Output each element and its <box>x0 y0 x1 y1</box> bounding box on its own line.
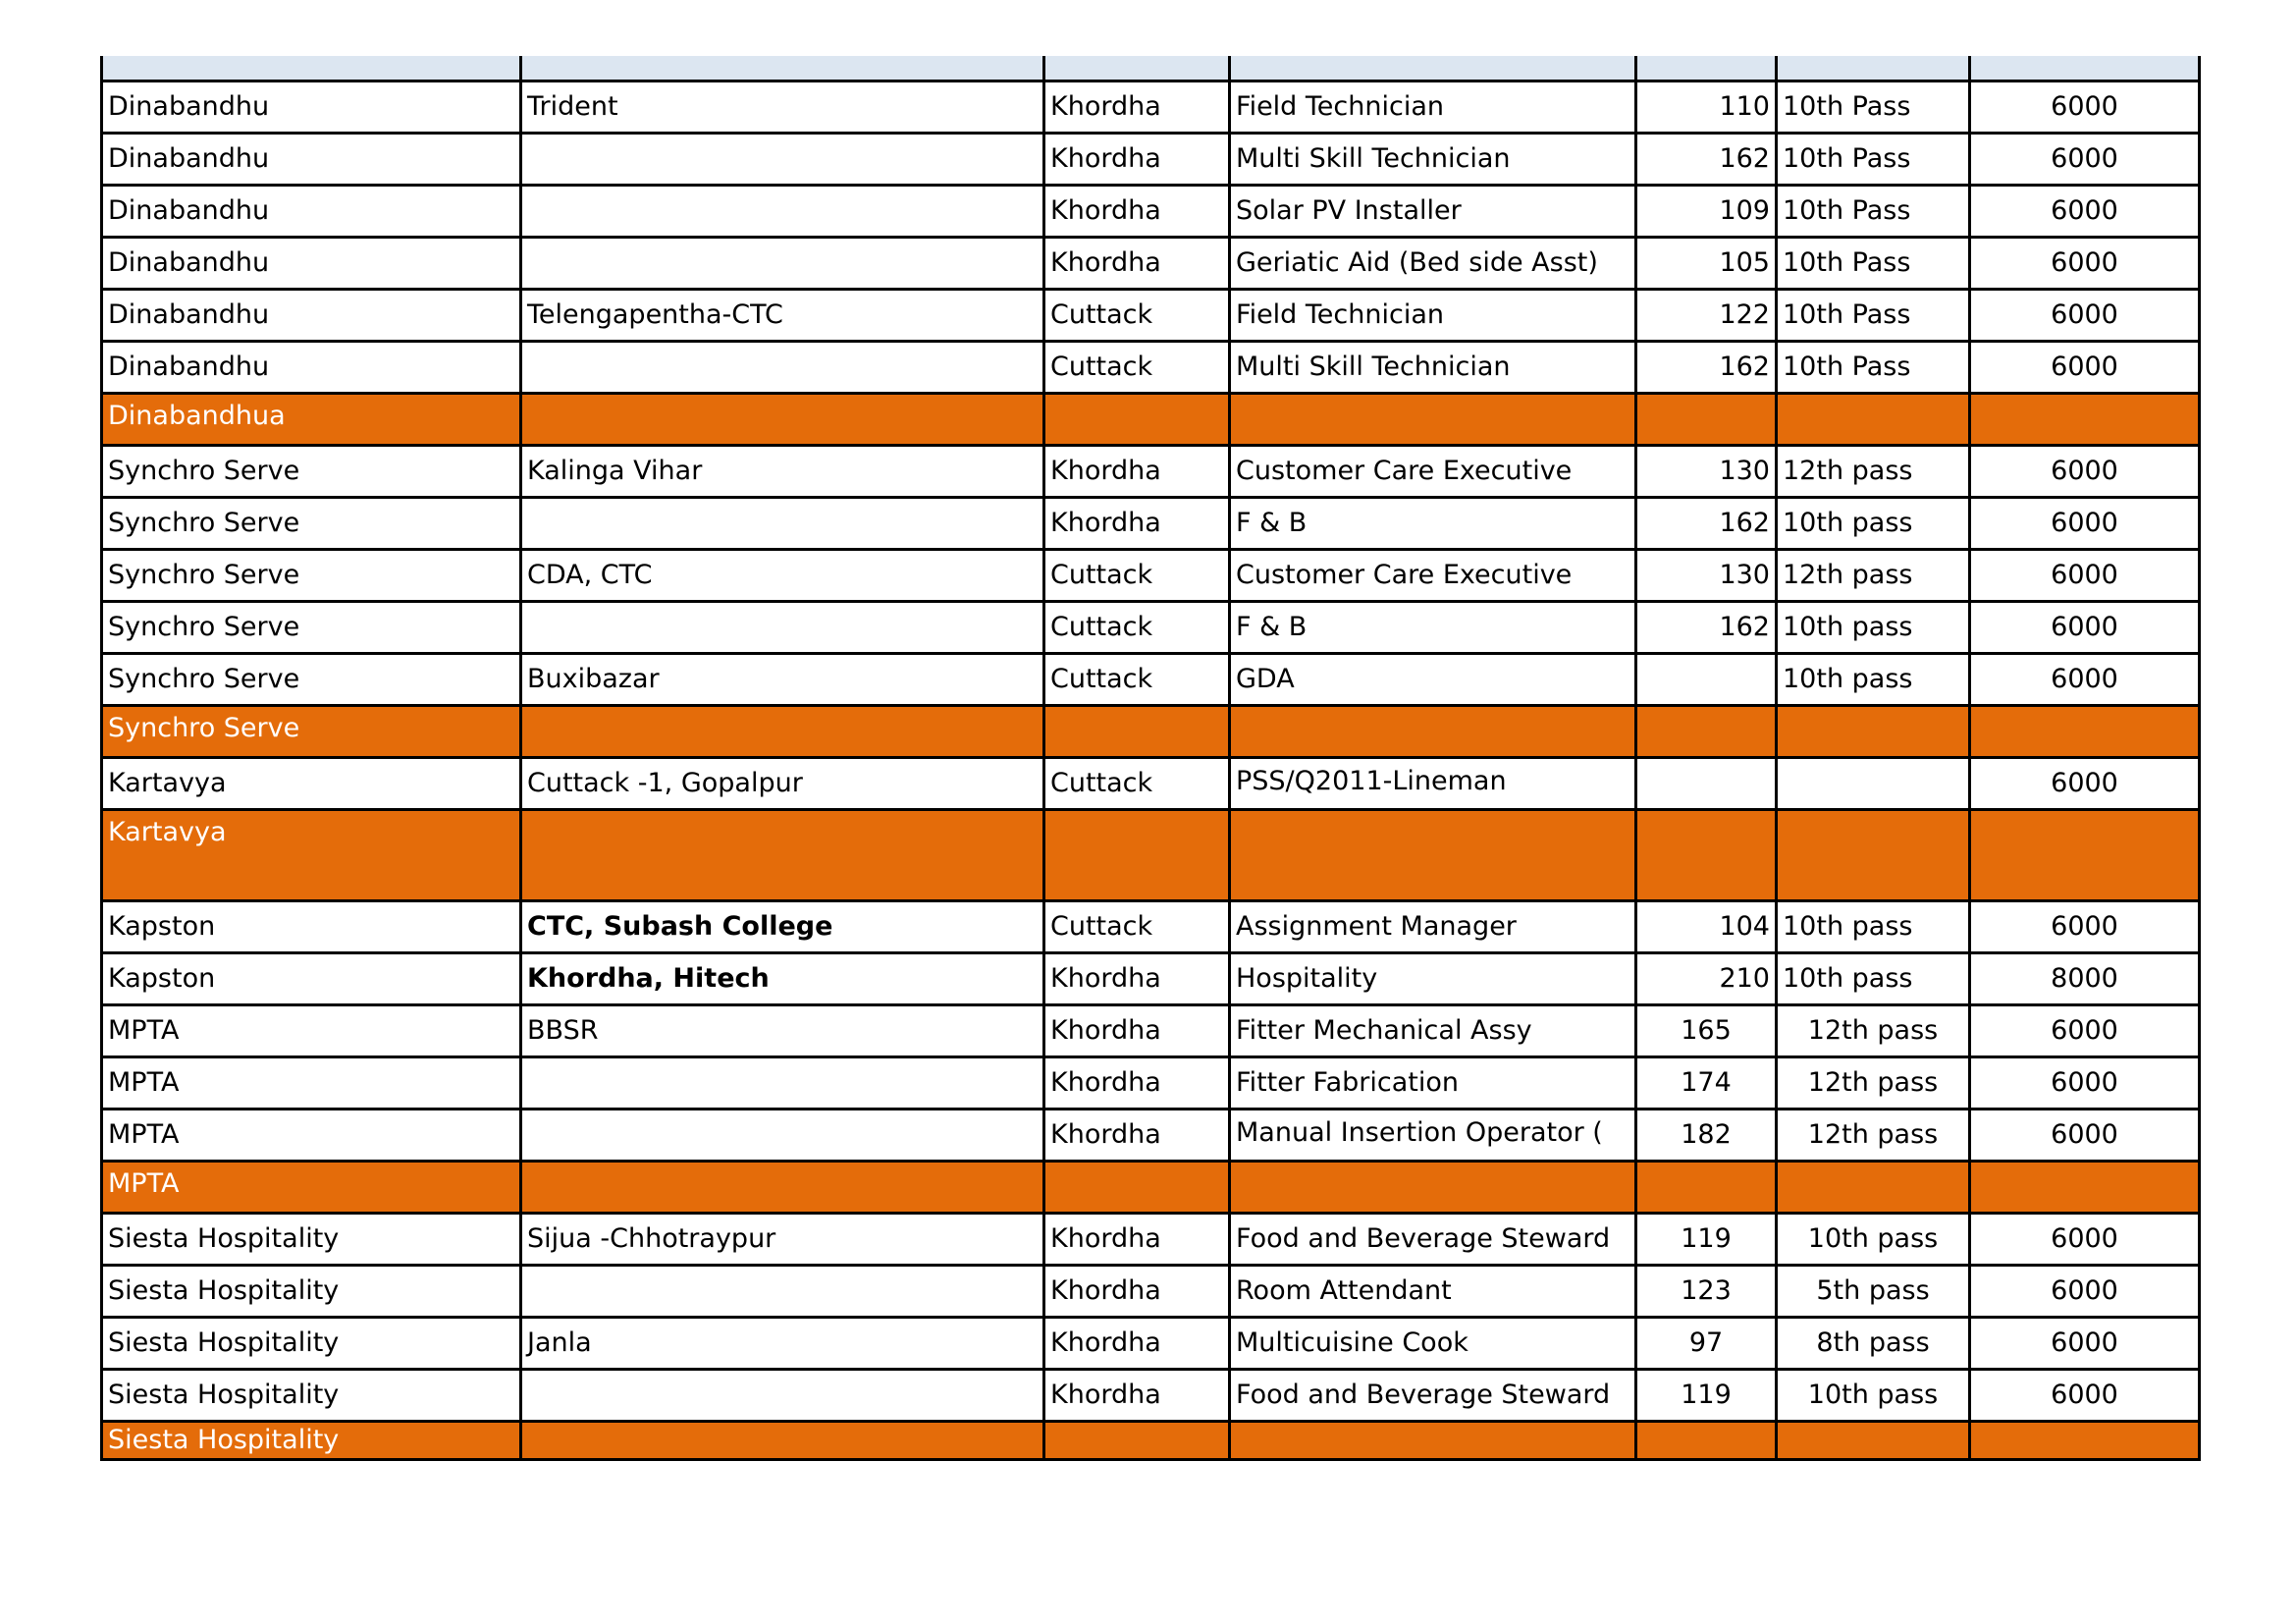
qualification-cell: 10th Pass <box>1777 81 1970 134</box>
district-cell: Khordha <box>1044 186 1230 238</box>
table-cell <box>1044 810 1230 901</box>
count-cell: 162 <box>1636 134 1777 186</box>
centre-cell: Sijua -Chhotraypur <box>521 1214 1044 1266</box>
count-cell: 130 <box>1636 446 1777 498</box>
organisation-cell: MPTA <box>102 1005 521 1057</box>
amount-cell: 6000 <box>1970 1005 2200 1057</box>
amount-cell: 6000 <box>1970 654 2200 706</box>
job-role-cell: Manual Insertion Operator ( <box>1230 1110 1636 1162</box>
centre-cell <box>521 602 1044 654</box>
job-role-cell: Solar PV Installer <box>1230 186 1636 238</box>
district-cell: Khordha <box>1044 134 1230 186</box>
table-cell <box>1777 394 1970 446</box>
centre-cell: Khordha, Hitech <box>521 953 1044 1005</box>
organisation-cell: Synchro Serve <box>102 550 521 602</box>
table-cell <box>521 706 1044 758</box>
amount-cell: 6000 <box>1970 81 2200 134</box>
amount-cell: 6000 <box>1970 342 2200 394</box>
district-cell: Khordha <box>1044 446 1230 498</box>
count-cell: 162 <box>1636 342 1777 394</box>
table-row <box>102 186 2200 238</box>
count-cell: 130 <box>1636 550 1777 602</box>
table-cell <box>1777 56 1970 81</box>
qualification-cell: 10th Pass <box>1777 238 1970 290</box>
count-cell: 97 <box>1636 1318 1777 1370</box>
centre-cell <box>521 1370 1044 1422</box>
centre-cell <box>521 186 1044 238</box>
table-row <box>102 1057 2200 1110</box>
district-cell: Cuttack <box>1044 342 1230 394</box>
count-cell: 210 <box>1636 953 1777 1005</box>
table-row <box>102 342 2200 394</box>
table-row <box>102 758 2200 810</box>
qualification-cell: 10th pass <box>1777 1214 1970 1266</box>
organisation-cell: Dinabandhu <box>102 238 521 290</box>
centre-cell <box>521 1057 1044 1110</box>
count-cell: 119 <box>1636 1370 1777 1422</box>
amount-cell: 6000 <box>1970 1266 2200 1318</box>
organisation-cell: Synchro Serve <box>102 654 521 706</box>
organisation-cell: Synchro Serve <box>102 446 521 498</box>
district-cell: Khordha <box>1044 238 1230 290</box>
organisation-cell: Dinabandhu <box>102 81 521 134</box>
centre-cell: Kalinga Vihar <box>521 446 1044 498</box>
table-row <box>102 1266 2200 1318</box>
table-cell <box>1777 1162 1970 1214</box>
table-cell <box>521 1162 1044 1214</box>
group-label: MPTA <box>102 1162 521 1214</box>
table-cell <box>1970 1422 2200 1460</box>
job-role-cell: Fitter Mechanical Assy <box>1230 1005 1636 1057</box>
amount-cell: 6000 <box>1970 1214 2200 1266</box>
header-strip <box>102 56 2200 81</box>
job-role-cell: Field Technician <box>1230 81 1636 134</box>
group-subtotal-row <box>102 1422 2200 1460</box>
qualification-cell: 10th Pass <box>1777 186 1970 238</box>
table-cell <box>1230 394 1636 446</box>
table-cell <box>1230 1162 1636 1214</box>
job-role-cell: PSS/Q2011-Lineman <box>1230 758 1636 810</box>
centre-cell: Telengapentha-CTC <box>521 290 1044 342</box>
table-row <box>102 1318 2200 1370</box>
amount-cell: 6000 <box>1970 186 2200 238</box>
table-row <box>102 901 2200 953</box>
job-role-cell: GDA <box>1230 654 1636 706</box>
amount-cell: 6000 <box>1970 238 2200 290</box>
centre-cell: Janla <box>521 1318 1044 1370</box>
table-cell <box>1777 706 1970 758</box>
table-cell <box>1044 706 1230 758</box>
table-row <box>102 81 2200 134</box>
table-cell <box>521 1422 1044 1460</box>
qualification-cell: 10th pass <box>1777 654 1970 706</box>
count-cell: 123 <box>1636 1266 1777 1318</box>
amount-cell: 6000 <box>1970 290 2200 342</box>
table-cell <box>1230 56 1636 81</box>
table-row <box>102 1110 2200 1162</box>
table-cell <box>1230 810 1636 901</box>
table-row <box>102 1214 2200 1266</box>
amount-cell: 6000 <box>1970 901 2200 953</box>
table-row <box>102 498 2200 550</box>
amount-cell: 6000 <box>1970 550 2200 602</box>
count-cell: 162 <box>1636 498 1777 550</box>
table-cell <box>1636 1422 1777 1460</box>
organisation-cell: Kapston <box>102 953 521 1005</box>
table-cell <box>1636 810 1777 901</box>
organisation-cell: Dinabandhu <box>102 186 521 238</box>
centre-cell <box>521 1110 1044 1162</box>
qualification-cell <box>1777 758 1970 810</box>
centre-cell: Buxibazar <box>521 654 1044 706</box>
table-cell <box>1044 1162 1230 1214</box>
table-row <box>102 238 2200 290</box>
organisation-cell: Siesta Hospitality <box>102 1370 521 1422</box>
district-cell: Khordha <box>1044 1057 1230 1110</box>
table-row <box>102 654 2200 706</box>
organisation-cell: Dinabandhu <box>102 342 521 394</box>
count-cell: 122 <box>1636 290 1777 342</box>
organisation-cell: Siesta Hospitality <box>102 1214 521 1266</box>
qualification-cell: 10th pass <box>1777 498 1970 550</box>
group-subtotal-row <box>102 1162 2200 1214</box>
qualification-cell: 8th pass <box>1777 1318 1970 1370</box>
organisation-cell: Dinabandhu <box>102 134 521 186</box>
job-role-cell: Hospitality <box>1230 953 1636 1005</box>
count-cell: 162 <box>1636 602 1777 654</box>
table-cell <box>1636 394 1777 446</box>
table-cell <box>102 56 521 81</box>
table-row <box>102 953 2200 1005</box>
centre-cell <box>521 1266 1044 1318</box>
group-subtotal-row <box>102 810 2200 901</box>
district-cell: Khordha <box>1044 1005 1230 1057</box>
job-role-cell: Multi Skill Technician <box>1230 134 1636 186</box>
count-cell: 104 <box>1636 901 1777 953</box>
job-role-cell: Multi Skill Technician <box>1230 342 1636 394</box>
district-cell: Khordha <box>1044 1214 1230 1266</box>
amount-cell: 8000 <box>1970 953 2200 1005</box>
table-cell <box>1230 1422 1636 1460</box>
organisation-cell: MPTA <box>102 1110 521 1162</box>
table-cell <box>521 56 1044 81</box>
group-label: Kartavya <box>102 810 521 901</box>
count-cell: 174 <box>1636 1057 1777 1110</box>
district-cell: Cuttack <box>1044 290 1230 342</box>
centre-cell: CTC, Subash College <box>521 901 1044 953</box>
table-cell <box>1970 1162 2200 1214</box>
organisation-cell: Dinabandhu <box>102 290 521 342</box>
count-cell: 110 <box>1636 81 1777 134</box>
table-cell <box>1636 56 1777 81</box>
table-row <box>102 1005 2200 1057</box>
count-cell: 165 <box>1636 1005 1777 1057</box>
job-role-cell: Food and Beverage Steward <box>1230 1214 1636 1266</box>
centre-cell: Cuttack -1, Gopalpur <box>521 758 1044 810</box>
district-cell: Cuttack <box>1044 654 1230 706</box>
amount-cell: 6000 <box>1970 134 2200 186</box>
table-row <box>102 550 2200 602</box>
organisation-cell: Synchro Serve <box>102 498 521 550</box>
qualification-cell: 12th pass <box>1777 1110 1970 1162</box>
amount-cell: 6000 <box>1970 602 2200 654</box>
centre-cell <box>521 498 1044 550</box>
organisation-cell: Synchro Serve <box>102 602 521 654</box>
district-cell: Khordha <box>1044 1318 1230 1370</box>
amount-cell: 6000 <box>1970 1110 2200 1162</box>
table-cell <box>1777 810 1970 901</box>
organisation-cell: Kartavya <box>102 758 521 810</box>
job-role-cell: Fitter Fabrication <box>1230 1057 1636 1110</box>
count-cell: 109 <box>1636 186 1777 238</box>
qualification-cell: 12th pass <box>1777 1005 1970 1057</box>
district-cell: Khordha <box>1044 1370 1230 1422</box>
district-cell: Khordha <box>1044 81 1230 134</box>
group-label: Dinabandhua <box>102 394 521 446</box>
job-role-cell: Multicuisine Cook <box>1230 1318 1636 1370</box>
count-cell: 182 <box>1636 1110 1777 1162</box>
count-cell: 119 <box>1636 1214 1777 1266</box>
district-cell: Cuttack <box>1044 901 1230 953</box>
amount-cell: 6000 <box>1970 1057 2200 1110</box>
centre-cell <box>521 238 1044 290</box>
table-cell <box>1044 56 1230 81</box>
training-centre-table <box>100 56 2201 1461</box>
amount-cell: 6000 <box>1970 446 2200 498</box>
table-cell <box>1044 1422 1230 1460</box>
count-cell <box>1636 758 1777 810</box>
table-cell <box>1636 706 1777 758</box>
amount-cell: 6000 <box>1970 498 2200 550</box>
job-role-cell: Customer Care Executive <box>1230 550 1636 602</box>
district-cell: Cuttack <box>1044 758 1230 810</box>
organisation-cell: Kapston <box>102 901 521 953</box>
qualification-cell: 10th Pass <box>1777 342 1970 394</box>
qualification-cell: 12th pass <box>1777 1057 1970 1110</box>
table-cell <box>1777 1422 1970 1460</box>
table-cell <box>1970 394 2200 446</box>
table-row <box>102 602 2200 654</box>
table-cell <box>1970 56 2200 81</box>
qualification-cell: 10th Pass <box>1777 134 1970 186</box>
job-role-cell: Geriatic Aid (Bed side Asst) <box>1230 238 1636 290</box>
district-cell: Khordha <box>1044 1266 1230 1318</box>
table-cell <box>1044 394 1230 446</box>
job-role-cell: Food and Beverage Steward <box>1230 1370 1636 1422</box>
district-cell: Khordha <box>1044 1110 1230 1162</box>
group-label: Synchro Serve <box>102 706 521 758</box>
qualification-cell: 10th pass <box>1777 901 1970 953</box>
group-subtotal-row <box>102 394 2200 446</box>
job-role-cell: F & B <box>1230 498 1636 550</box>
qualification-cell: 5th pass <box>1777 1266 1970 1318</box>
amount-cell: 6000 <box>1970 758 2200 810</box>
amount-cell: 6000 <box>1970 1370 2200 1422</box>
count-cell <box>1636 654 1777 706</box>
district-cell: Khordha <box>1044 498 1230 550</box>
table-cell <box>1970 706 2200 758</box>
qualification-cell: 10th Pass <box>1777 290 1970 342</box>
district-cell: Khordha <box>1044 953 1230 1005</box>
centre-cell <box>521 342 1044 394</box>
qualification-cell: 10th pass <box>1777 602 1970 654</box>
centre-cell: CDA, CTC <box>521 550 1044 602</box>
table-row <box>102 290 2200 342</box>
job-role-cell: F & B <box>1230 602 1636 654</box>
centre-cell: Trident <box>521 81 1044 134</box>
district-cell: Cuttack <box>1044 602 1230 654</box>
amount-cell: 6000 <box>1970 1318 2200 1370</box>
table-cell <box>1970 810 2200 901</box>
organisation-cell: Siesta Hospitality <box>102 1318 521 1370</box>
job-role-cell: Assignment Manager <box>1230 901 1636 953</box>
qualification-cell: 12th pass <box>1777 446 1970 498</box>
qualification-cell: 12th pass <box>1777 550 1970 602</box>
job-role-cell: Customer Care Executive <box>1230 446 1636 498</box>
count-cell: 105 <box>1636 238 1777 290</box>
centre-cell: BBSR <box>521 1005 1044 1057</box>
table-cell <box>521 394 1044 446</box>
group-label: Siesta Hospitality <box>102 1422 521 1460</box>
job-role-cell: Field Technician <box>1230 290 1636 342</box>
table-cell <box>521 810 1044 901</box>
job-role-cell: Room Attendant <box>1230 1266 1636 1318</box>
group-subtotal-row <box>102 706 2200 758</box>
table-cell <box>1230 706 1636 758</box>
qualification-cell: 10th pass <box>1777 1370 1970 1422</box>
qualification-cell: 10th pass <box>1777 953 1970 1005</box>
district-cell: Cuttack <box>1044 550 1230 602</box>
centre-cell <box>521 134 1044 186</box>
organisation-cell: MPTA <box>102 1057 521 1110</box>
table-row <box>102 134 2200 186</box>
table-row <box>102 1370 2200 1422</box>
organisation-cell: Siesta Hospitality <box>102 1266 521 1318</box>
spreadsheet-page <box>100 56 2198 1461</box>
table-cell <box>1636 1162 1777 1214</box>
table-row <box>102 446 2200 498</box>
